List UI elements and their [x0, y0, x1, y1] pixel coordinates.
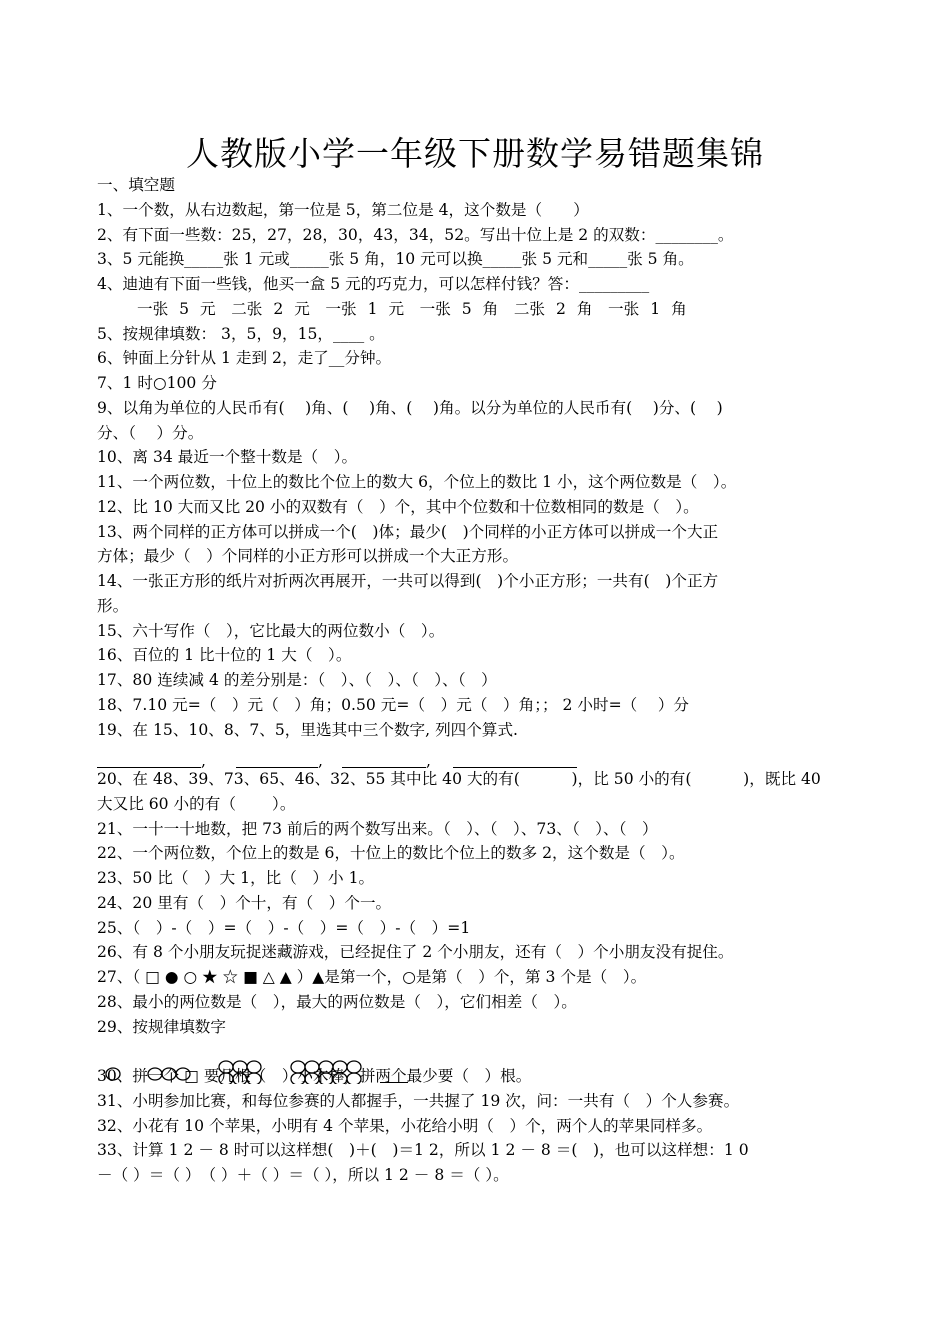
answer-blank-4 — [453, 767, 577, 768]
question-line: 4、迪迪有下面一些钱，他买一盒 5 元的巧克力，可以怎样付钱？答：_________ — [97, 275, 650, 293]
circle-icon — [162, 1068, 176, 1080]
circle-icon — [148, 1068, 162, 1080]
question-list — [97, 173, 857, 1188]
circle-icon — [305, 1073, 319, 1084]
document-title: 人教版小学一年级下册数学易错题集锦 — [186, 134, 764, 173]
question-line: 12、比 10 大而又比 20 小的双数有（ ）个，其中个位数和十位数相同的数是（ ）。 — [97, 497, 699, 516]
circle-icon — [233, 1061, 247, 1073]
question-line: 23、50 比（ ）大 1，比（ ）小 1。 — [97, 869, 375, 887]
question-line: 27、（ □ ● ○ ★ ☆ ■ △ ▲ ）▲是第一个，○是第（ ）个，第 3 个是（ ）。 — [97, 968, 647, 986]
pattern-answer-blank — [380, 1082, 408, 1083]
question-line: 分、（ ）分。 — [97, 423, 204, 442]
question-line: 26、有 8 个小朋友玩捉迷藏游戏，已经捉住了 2 个小朋友，还有（ ）个小朋友没有捉住。 — [97, 943, 734, 962]
question-line: 方体；最少（ ）个同样的小正方形可以拼成一个大正方形。 — [97, 547, 519, 566]
question-line: 28、最小的两位数是（ ），最大的两位数是（ ），它们相差（ ）。 — [97, 992, 577, 1011]
question-line: 16、百位的 1 比十位的 1 大（ ）。 — [97, 646, 352, 665]
question-line: 31、小明参加比赛，和每位参赛的人都握手，一共握了 19 次，问：一共有（ ）个人参赛。 — [97, 1091, 740, 1110]
circle-icon — [106, 1068, 120, 1080]
circle-icon — [233, 1073, 247, 1084]
circle-icon — [347, 1061, 361, 1073]
circle-icon — [305, 1061, 319, 1073]
question-line: 5、按规律填数： 3，5，9，15，____ 。 — [97, 324, 385, 343]
question-line: 22、一个两位数，个位上的数是 6，十位上的数比个位上的数多 2，这个数是（ ）。 — [97, 844, 685, 863]
separator-comma: , — [318, 752, 323, 770]
circle-pattern — [100, 1058, 520, 1084]
circle-icon — [319, 1061, 333, 1073]
question-line: 25、（ ）-（ ）=（ ）-（ ）=（ ）-（ ）=1 — [97, 918, 471, 937]
question-line: 29、按规律填数字 — [97, 1017, 226, 1036]
circle-icon — [319, 1073, 333, 1084]
question-line: －（ ）＝（ ） （ ）＋（ ）＝（ ），所以 1 2 － 8 ＝（ ）。 — [97, 1166, 509, 1184]
question-line: 形。 — [97, 596, 129, 615]
circle-icon — [291, 1061, 305, 1073]
question-line: 大又比 60 小的有（ ）。 — [97, 794, 296, 813]
circle-icon — [333, 1073, 347, 1084]
question-line: 32、小花有 10 个苹果，小明有 4 个苹果，小花给小明（ ）个，两个人的苹果同样多。 — [97, 1116, 713, 1135]
question-line: 21、一十一十地数，把 73 前后的两个数写出来。（ ）、（ ）、73、（ ）、（ ） — [97, 819, 658, 838]
circle-icon — [247, 1061, 261, 1073]
circle-icon — [247, 1073, 261, 1084]
question-line: 10、离 34 最近一个整十数是（ ）。 — [97, 448, 358, 467]
answer-blank-1 — [97, 767, 201, 768]
question-line: 14、一张正方形的纸片对折两次再展开，一共可以得到( )个小正方形；一共有( )个正方 — [97, 572, 719, 590]
question-line: 30、拼一个 □ 要几根（ ）小木棒，拼两个最少要（ ）根。 — [97, 1067, 532, 1085]
circle-icon — [291, 1073, 305, 1084]
question-line: 3、5 元能换_____张 1 元或_____张 5 角，10 元可以换_____张 5 元和_____张 5 角。 — [97, 250, 694, 269]
question-line: 18、7.10 元=（ ）元（ ）角；0.50 元=（ ）元（ ）角；； 2 小时=（ ）分 — [97, 695, 690, 714]
circle-icon — [219, 1073, 233, 1084]
question-line: 20、在 48、39、73、65、46、32、55 其中比 40 大的有( )，比 50 小的有( )，既比 40 — [97, 770, 821, 788]
circle-icon — [333, 1061, 347, 1073]
question-line: 13、两个同样的正方体可以拼成一个( )体；最少( )个同样的小正方体可以拼成一个大正 — [97, 522, 719, 541]
question-line: 11、一个两位数，十位上的数比个位上的数大 6，个位上的数比 1 小，这个两位数是（ ）。 — [97, 473, 737, 491]
question-line: 15、六十写作（ ），它比最大的两位数小（ ）。 — [97, 621, 445, 640]
section-heading: 一、填空题 — [97, 176, 175, 194]
question-line: 33、计算 1 2 － 8 时可以这样想( )＋( )＝1 2，所以 1 2 － 8 ＝( )，也可以这样想：1 0 — [97, 1141, 749, 1160]
money-options: 一张 5 元 二张 2 元 一张 1 元 一张 5 角 二张 2 角 一张 1 角 — [137, 299, 687, 318]
circle-icon — [347, 1073, 361, 1084]
blank-answer-line — [97, 742, 857, 767]
question-line: 2、有下面一些数：25，27，28，30，43，34，52。写出十位上是 2 的双数：________。 — [97, 225, 734, 244]
answer-blank-3 — [342, 767, 426, 768]
question-line: 17、80 连续减 4 的差分别是：（ ）、（ ）、（ ）、（ ） — [97, 671, 497, 689]
separator-comma: , — [201, 752, 206, 770]
question-line: 1、一个数，从右边数起，第一位是 5，第二位是 4，这个数是（ ） — [97, 200, 589, 219]
separator-comma: , — [426, 752, 431, 770]
question-line: 9、以角为单位的人民币有( )角、( )角、( )角。以分为单位的人民币有( )分、( ) — [97, 398, 723, 417]
question-line: 19、在 15、10、8、7、5，里选其中三个数字, 列四个算式. — [97, 720, 518, 739]
question-line: 7、1 时○100 分 — [97, 374, 217, 392]
circle-icon — [219, 1061, 233, 1073]
question-line: 24、20 里有（ ）个十，有（ ）个一。 — [97, 893, 392, 912]
circle-icon — [176, 1068, 190, 1080]
question-line: 6、钟面上分针从 1 走到 2，走了__分钟。 — [97, 349, 392, 368]
answer-blank-2 — [236, 767, 318, 768]
